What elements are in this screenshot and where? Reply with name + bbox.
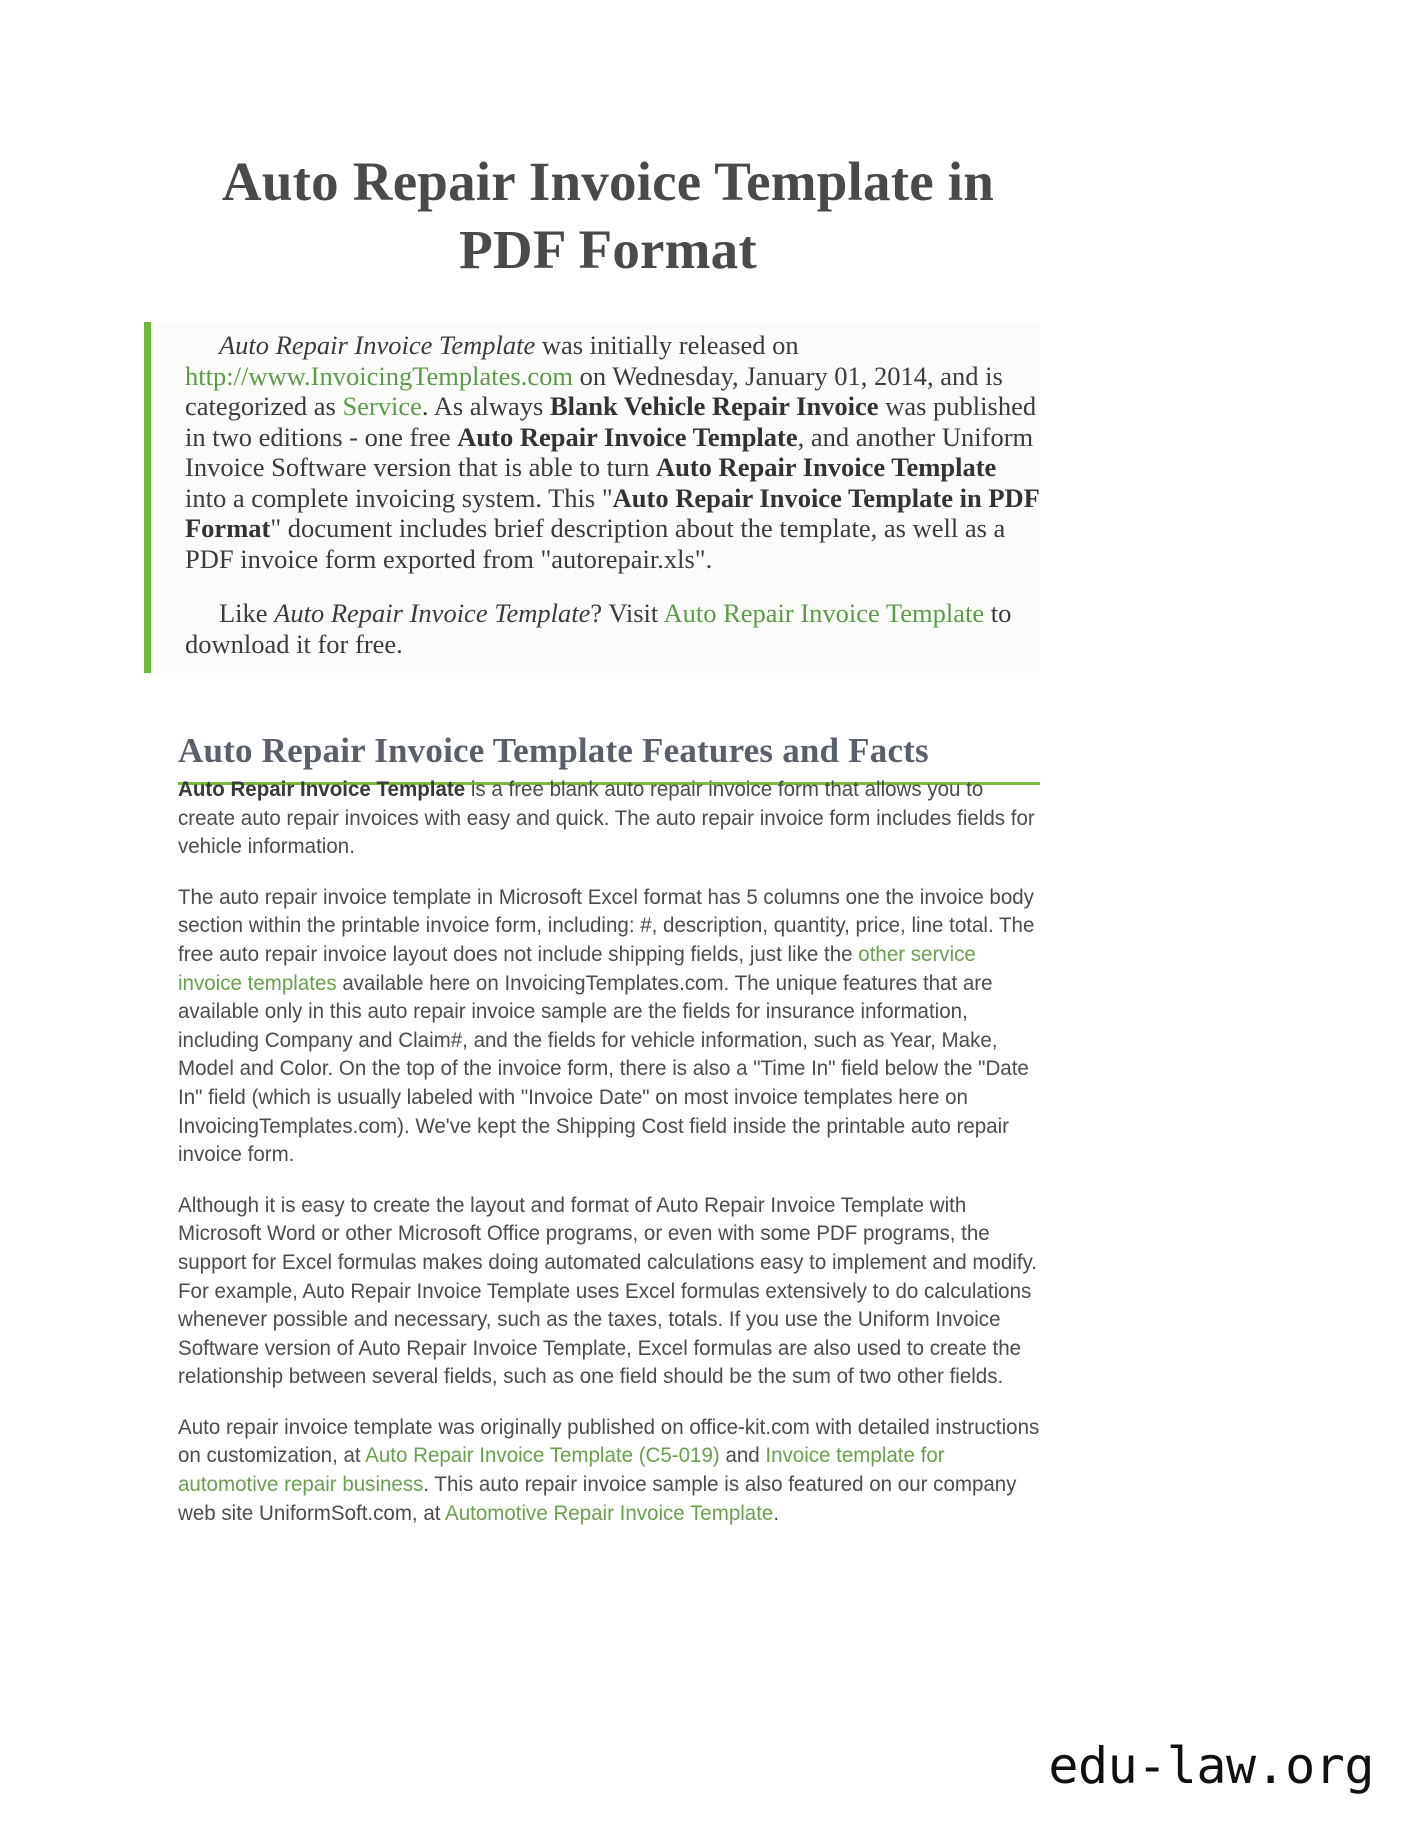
intro-text-7: " document includes brief description about the template, as well as a PDF invoice form exported from "autorepair.xls". (185, 513, 1006, 574)
intro-text-5: , and another Uniform Invoice Software version that is able to turn (185, 421, 1034, 482)
body-paragraph-1 (178, 775, 1040, 861)
link-invoicingtemplates-url[interactable]: http://www.InvoicingTemplates.com (185, 360, 573, 391)
intro2-text-3: to download it for free. (185, 598, 1012, 659)
intro-italic-template-name: Auto Repair Invoice Template (219, 330, 536, 360)
link-invoice-template-automotive-repair-business[interactable]: Invoice template for automotive repair business (178, 1443, 945, 1497)
body2-text-2: available here on InvoicingTemplates.com. The unique features that are available only in this auto repair invoice sample are the fields for insurance information, including Company and Claim#, and the fields for vehicle information, such as Year, Make, Model and Color. On the top of the invoice form, there is also a "Time In" field below the "Date In" field (which is usually labeled with "Invoice Date" on most invoice templates here on InvoicingTemplates.com). We've kept the Shipping Cost field inside the printable auto repair invoice form. (178, 970, 1029, 1167)
page-title-line-1: Auto Repair Invoice Template in (221, 151, 995, 212)
body3-text-1: Although it is easy to create the layout and format of Auto Repair Invoice Template with Microsoft Word or other Microsoft Office programs, or even with some PDF programs, the support for Excel formulas makes doing automated calculations easy to implement and modify. For example, Auto Repair Invoice Template uses Excel formulas extensively to do calculations whenever possible and necessary, such as the taxes, totals. If you use the Uniform Invoice Software version of Auto Repair Invoice Template, Excel formulas are also used to create the relationship between several fields, such as one field should be the sum of two other fields. (178, 1192, 1037, 1389)
body4-text-3: . This auto repair invoice sample is also featured on our company web site UniformSoft.com, at (178, 1472, 1017, 1525)
body-paragraph-3 (178, 1191, 1040, 1391)
page-title (178, 148, 1038, 284)
page-title-line-2: PDF Format (459, 219, 757, 280)
intro-bold-4: Auto Repair Invoice Template in PDF Format (185, 482, 1039, 543)
watermark-edu-law-org: edu-law.org (1048, 1737, 1374, 1795)
intro-text-2: on Wednesday, January 01, 2014, and is categorized as (185, 360, 1003, 421)
body4-text-4: . (773, 1500, 780, 1525)
link-other-service-invoice-templates[interactable]: other service invoice templates (178, 941, 976, 995)
link-category-service[interactable]: Service (342, 391, 422, 421)
body-content (178, 775, 1040, 1527)
intro-blockquote (144, 322, 1040, 673)
body-paragraph-2 (178, 883, 1040, 1169)
intro-text-1: was initially released on (535, 330, 799, 360)
intro-text-3: . As always (421, 391, 550, 421)
intro-text-6: into a complete invoicing system. This " (185, 482, 613, 513)
link-automotive-repair-invoice-template[interactable]: Automotive Repair Invoice Template (445, 1500, 774, 1525)
link-auto-repair-invoice-template-c5-019[interactable]: Auto Repair Invoice Template (C5-019) (365, 1443, 720, 1468)
intro2-text-2: ? Visit (590, 598, 664, 628)
body2-text-1: The auto repair invoice template in Microsoft Excel format has 5 columns one the invoice body section within the printable invoice form, including: #, description, quantity, price, line total. The free auto repair invoice layout does not include shipping fields, just like the (178, 884, 1035, 966)
intro-bold-3: Auto Repair Invoice Template (655, 452, 997, 482)
intro2-text-1: Like (219, 598, 275, 628)
body1-text-1: is a free blank auto repair invoice form that allows you to create auto repair invoices with easy and quick. The auto repair invoice form includes fields for vehicle information. (178, 777, 1035, 859)
intro-paragraph-1 (185, 330, 1040, 574)
body4-text-2: and (719, 1443, 766, 1468)
intro-bold-2: Auto Repair Invoice Template (457, 421, 798, 452)
intro-text-4: was published in two editions - one free (185, 391, 1037, 452)
intro-paragraph-2 (185, 598, 1040, 659)
body-paragraph-4 (178, 1413, 1040, 1527)
intro-bold-1: Blank Vehicle Repair Invoice (549, 391, 879, 421)
body1-bold-template-name: Auto Repair Invoice Template (178, 777, 466, 801)
intro2-italic-template-name: Auto Repair Invoice Template (274, 598, 591, 628)
body4-text-1: Auto repair invoice template was originally published on office-kit.com with detailed instructions on customization, at (178, 1414, 1040, 1468)
link-download-template[interactable]: Auto Repair Invoice Template (663, 598, 985, 628)
section-heading-features-and-facts: Auto Repair Invoice Template Features and Facts (178, 729, 1040, 785)
